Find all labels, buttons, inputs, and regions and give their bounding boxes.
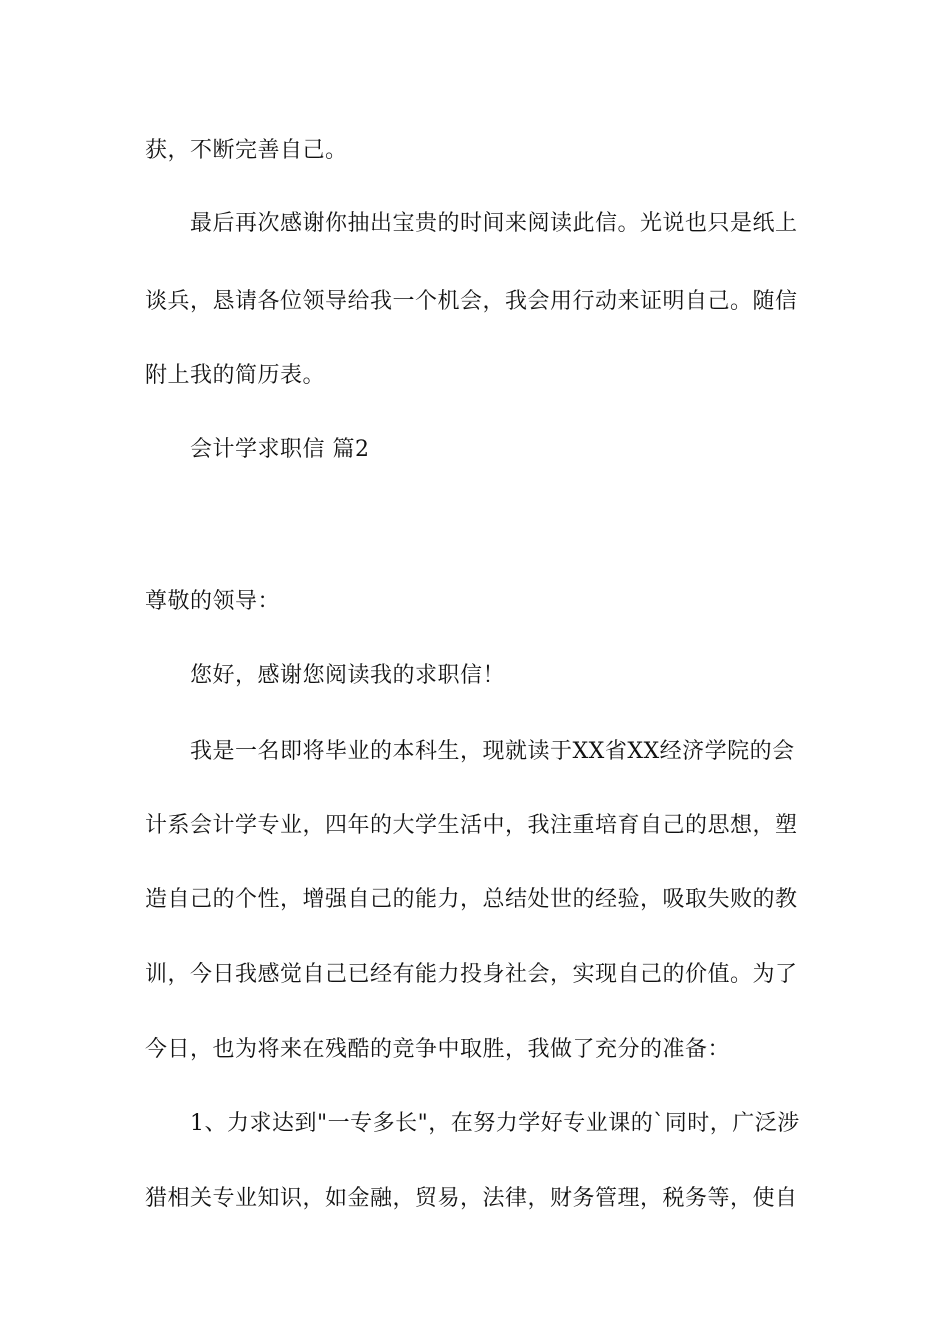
section-heading: 会计学求职信 篇2: [190, 437, 370, 462]
paragraph-line: 附上我的简历表。: [145, 363, 326, 388]
paragraph-line: 最后再次感谢你抽出宝贵的时间来阅读此信。光说也只是纸上: [190, 211, 798, 236]
paragraph-line: 今日，也为将来在残酷的竞争中取胜，我做了充分的准备：: [145, 1037, 731, 1062]
list-item-line: 1、力求达到"一专多长"，在努力学好专业课的`同时，广泛涉: [190, 1111, 800, 1136]
paragraph-line: 获，不断完善自己。: [145, 138, 348, 163]
paragraph-line: 造自己的个性，增强自己的能力，总结处世的经验，吸取失败的教: [145, 887, 798, 912]
paragraph-line: 计系会计学专业，四年的大学生活中，我注重培育自己的思想，塑: [145, 813, 798, 838]
paragraph-line: 谈兵，恳请各位领导给我一个机会，我会用行动来证明自己。随信: [145, 289, 798, 314]
paragraph-line: 我是一名即将毕业的本科生，现就读于XX省XX经济学院的会: [190, 739, 795, 764]
paragraph-line: 训，今日我感觉自己已经有能力投身社会，实现自己的价值。为了: [145, 962, 798, 987]
salutation: 尊敬的领导：: [145, 589, 281, 614]
paragraph-line: 猎相关专业知识，如金融，贸易，法律，财务管理，税务等，使自: [145, 1186, 798, 1211]
greeting-line: 您好，感谢您阅读我的求职信！: [190, 663, 506, 688]
